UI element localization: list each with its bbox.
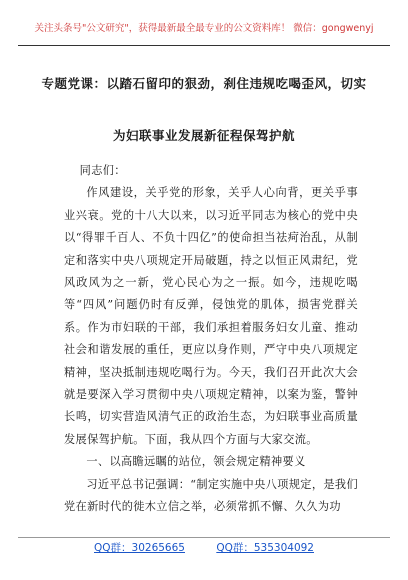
document-title-line-1: 专题党课：以踏石留印的狠劲，刹住违规吃喝歪风，切实 xyxy=(41,76,367,91)
footer-qq-groups xyxy=(0,540,408,555)
header-banner: 关注头条号"公文研究"，获得最新最全最专业的公文资料库！ 微信：gongwenyj xyxy=(34,23,374,34)
document-body xyxy=(64,160,358,519)
footer-divider xyxy=(18,537,390,538)
paragraph-intro: 作风建设，关乎党的形象，关乎人心向背，更关乎事业兴衰。党的十八大以来，以习近平同志为核心的党中央以“得罪千百人、不负十四亿”的使命担当祛疴治乱，从制定和落实中央八项规定开局破题，持之以恒正风肃纪，党风政风为之一新，党心民心为之一振。如今，违规吃喝等“四风”问题仍时有反弹，侵蚀党的肌体，损害党群关系。作为市妇联的干部，我们承担着服务妇女儿童、推动社会和谐发展的重任，更应以身作则，严守中央八项规定精神，坚决抵制违规吃喝行为。今天，我们召开此次大会就是要深入学习贯彻中央八项规定精神，以案为鉴，警钟长鸣，切实营造风清气正的政治生态，为妇联事业高质量发展保驾护航。下面，我从四个方面与大家交流。 xyxy=(64,186,358,446)
qq-group-1-link[interactable]: QQ群：30265665 xyxy=(94,542,185,554)
section-heading-1: 一、以高瞻远瞩的站位，领会规定精神要义 xyxy=(86,455,306,469)
paragraph-quote: 习近平总书记强调：“制定实施中央八项规定，是我们党在新时代的徙木立信之举，必须常抓不懈、久久为功 xyxy=(64,477,358,514)
document-title-line-2: 为妇联事业发展新征程保驾护航 xyxy=(112,128,295,143)
salutation: 同志们： xyxy=(79,164,126,177)
qq-group-2-link[interactable]: QQ群：535304092 xyxy=(216,542,314,554)
header-divider xyxy=(18,45,390,46)
